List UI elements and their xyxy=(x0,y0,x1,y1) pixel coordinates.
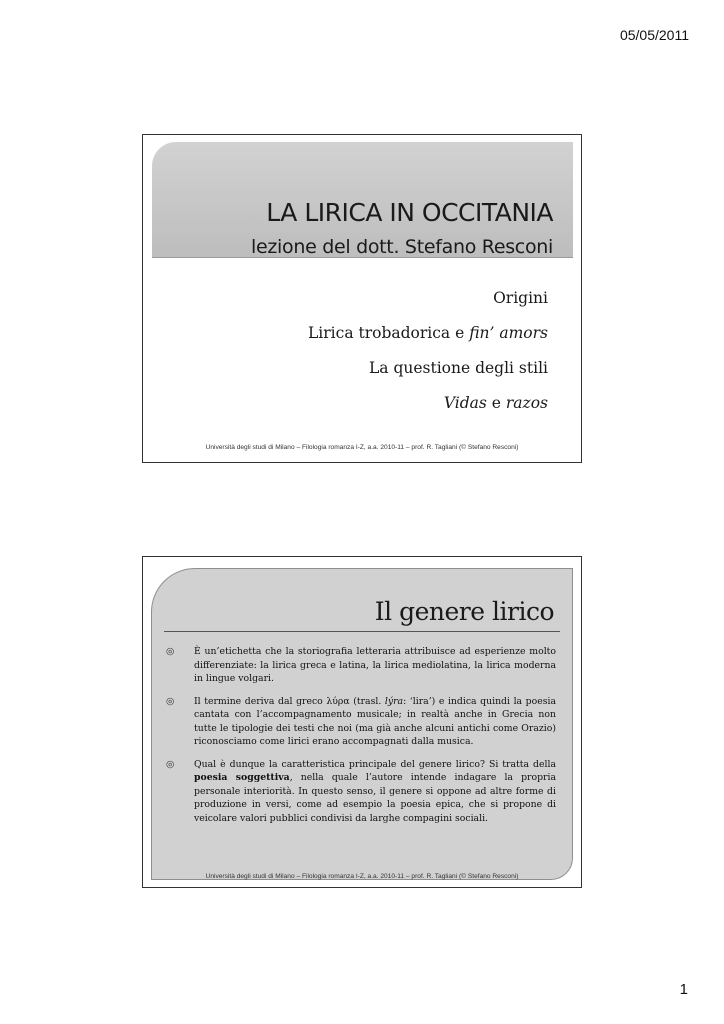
page-date: 05/05/2011 xyxy=(619,27,689,43)
title-divider xyxy=(164,631,560,632)
bullet-item xyxy=(166,758,556,826)
topic-lirica-text: Lirica trobadorica e xyxy=(308,324,470,342)
slide-1 xyxy=(142,134,582,463)
topic-vidas-conj: e xyxy=(486,394,506,412)
topic-vidas-razos xyxy=(308,386,548,421)
slide-2 xyxy=(142,556,582,888)
topic-origini: Origini xyxy=(493,289,548,307)
bullet-text-1: È un’etichetta che la storiografia letteraria attribuisce ad esperienze molto differenziate: la lirica greca e latina, la lirica mediolatina, la lirica moderna in lingue volgari. xyxy=(194,646,556,684)
bullet-item xyxy=(166,695,556,749)
topic-razos: razos xyxy=(505,394,548,412)
transliteration-lyra: lýra xyxy=(384,695,404,707)
title-banner xyxy=(152,142,573,258)
target-bullet-icon: ◎ xyxy=(166,695,175,707)
b2-part-b: (trasl. xyxy=(349,695,385,707)
slide-2-title: Il genere lirico xyxy=(374,597,554,626)
content-panel xyxy=(151,568,573,880)
slide-2-footer: Università degli studi di Milano – Filologia romanza I-Z, a.a. 2010-11 – prof. R. Tagliani (© Stefano Resconi) xyxy=(205,873,519,880)
topic-lirica-trobadorica xyxy=(308,316,548,351)
topic-vidas: Vidas xyxy=(443,394,487,412)
topic-list xyxy=(308,281,548,421)
topic-stili: La questione degli stili xyxy=(368,359,548,377)
b2-part-a: Il termine deriva dal greco xyxy=(194,695,327,707)
topic-lirica-emphasis: fin’ amors xyxy=(469,324,548,342)
target-bullet-icon: ◎ xyxy=(166,646,175,657)
b3-part-a: Qual è dunque la caratteristica principale del genere lirico? Si tratta della xyxy=(194,758,556,770)
slide-1-footer: Università degli studi di Milano – Filologia romanza I-Z, a.a. 2010-11 – prof. R. Tagliani (© Stefano Resconi) xyxy=(205,444,519,451)
target-bullet-icon: ◎ xyxy=(166,758,175,770)
poesia-soggettiva: poesia soggettiva xyxy=(194,772,290,783)
b3-part-b: , nella quale l’autore intende indagare la propria personale interiorità. In questo senso, il genere si oppone ad altre forme di produzione in versi, come ad esempio la poesia epica, che si propone di veicolare valori pubblici condivisi da larghe compagini sociali. xyxy=(194,772,556,824)
bullet-item xyxy=(166,645,556,686)
bullet-text-2 xyxy=(194,695,556,749)
bullet-text-3 xyxy=(194,758,556,826)
b2-part-c: : ‘lira’) e indica quindi la poesia cantata con l’accompagnamento musicale; in realtà anche in Grecia non tutte le tipologie dei testi che noi (ma già anche alcuni antichi come Orazio) riconosciamo come lirici erano accompagnati dalla musica. xyxy=(194,695,557,747)
page-number: 1 xyxy=(679,981,688,998)
bullet-list xyxy=(166,645,556,834)
slide-1-subtitle: lezione del dott. Stefano Resconi xyxy=(250,236,553,258)
slide-1-title: LA LIRICA IN OCCITANIA xyxy=(266,198,553,227)
greek-lyra: λύρα xyxy=(326,695,350,707)
